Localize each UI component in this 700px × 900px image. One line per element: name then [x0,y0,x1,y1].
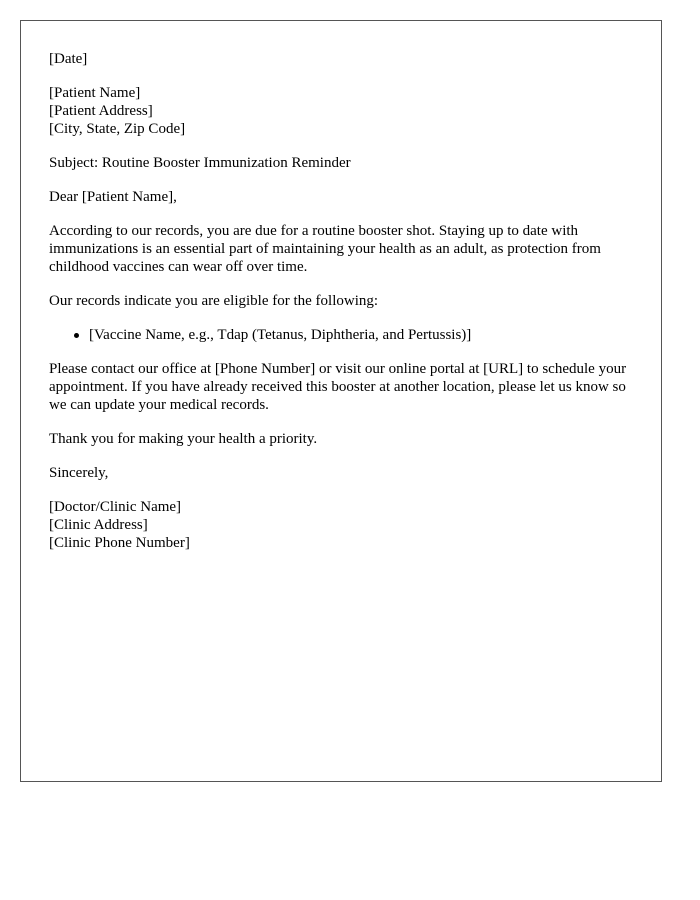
signature-block [49,498,633,552]
intro-paragraph: According to our records, you are due for a routine booster shot. Staying up to date with immunizations is an essential part of maintaining your health as an adult, as protection from childhood vaccines can wear off over time. [49,223,601,275]
vaccine-list [49,326,633,344]
letter-date: [Date] [49,51,88,67]
patient-name: [Patient Name] [49,85,141,101]
signature-address: [Clinic Address] [49,517,148,533]
contact-paragraph: Please contact our office at [Phone Number] or visit our online portal at [URL] to schedule your appointment. If you have already received this booster at another location, please let us know so we can update your medical records. [49,361,627,413]
recipient-block [49,84,633,138]
eligibility-intro: Our records indicate you are eligible for the following: [49,293,379,309]
patient-city-state-zip: [City, State, Zip Code] [49,121,186,137]
closing: Sincerely, [49,465,109,481]
letter-page [20,20,662,782]
patient-address: [Patient Address] [49,103,153,119]
vaccine-name: [Vaccine Name, e.g., Tdap (Tetanus, Diphtheria, and Pertussis)] [89,327,472,343]
signature-name: [Doctor/Clinic Name] [49,499,182,515]
signature-phone: [Clinic Phone Number] [49,535,190,551]
salutation: Dear [Patient Name], [49,189,177,205]
thanks-paragraph: Thank you for making your health a priority. [49,431,318,447]
list-item [89,326,633,344]
letter-subject: Subject: Routine Booster Immunization Reminder [49,155,351,171]
bullet-icon [74,333,79,338]
